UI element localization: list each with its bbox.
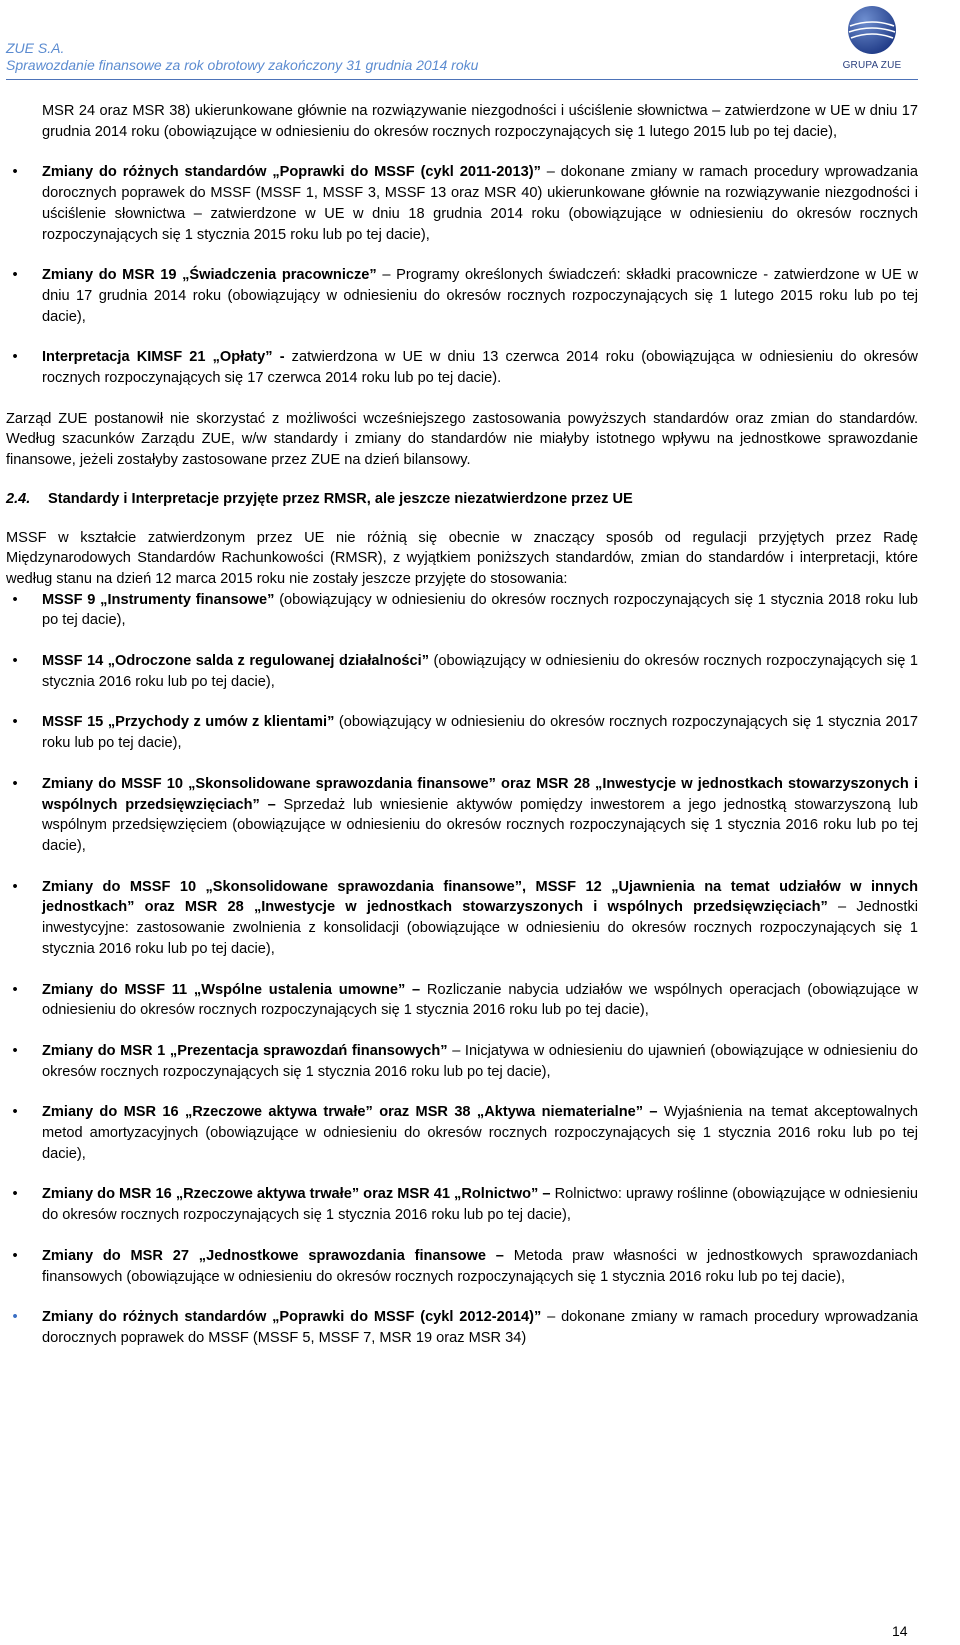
company-logo [832, 4, 912, 74]
list-item-text: – Inicjatywa w odniesieniu do ujawnień (obowiązujące w odniesieniu do okresów rocznych rozpoczynających się 1 stycznia 2016 roku lub po tej dacie), [42, 1042, 918, 1080]
section-number: 2.4. [6, 490, 31, 507]
page-header [0, 0, 960, 82]
list-item-text: (obowiązujący w odniesieniu do okresów rocznych rozpoczynających się 1 stycznia 2018 roku lub po tej dacie), [42, 591, 919, 629]
list-item [6, 651, 918, 692]
paragraph: Zarząd ZUE postanowił nie skorzystać z możliwości wcześniejszego zastosowania powyższych standardów oraz zmian do standardów. Według szacunków Zarządu ZUE, w/w standardy i zmiany do standardów nie miałyby istotnego wpływu na jednostkowe sprawozdanie finansowe, jeżeli zostałyby zastosowane przez ZUE na dzień bilansowy. [6, 410, 918, 469]
list-item-text: – dokonane zmiany w ramach procedury wprowadzania dorocznych poprawek do MSSF (MSSF 1, MSSF 3, MSSF 13 oraz MSR 40) ukierunkowane głównie na rozwiązywanie niezgodności i uściślenie słownictwa – zatwierdzone w UE w dniu 18 grudnia 2014 roku (obowiązujące w odniesieniu do okresów rocznych rozpoczynających się 1 stycznia 2015 roku lub po tej dacie), [42, 164, 918, 243]
paragraph: MSR 24 oraz MSR 38) ukierunkowane głównie na rozwiązywanie niezgodności i uściślenie słownictwa – zatwierdzone w UE w dniu 17 grudnia 2014 roku (obowiązujące w odniesieniu do okresów rocznych rozpoczynających się 1 lutego 2015 lub po tej dacie), [42, 103, 918, 140]
list-item-text: Metoda praw własności w jednostkowych sprawozdaniach finansowych (obowiązujące w odniesieniu do okresów rocznych rozpoczynających się 1 stycznia 2016 roku lub po tej dacie), [42, 1247, 918, 1285]
bullet-icon: • [12, 653, 18, 670]
list-item-title: Zmiany do MSR 16 „Rzeczowe aktywa trwałe” oraz MSR 41 „Rolnictwo” – [42, 1186, 551, 1203]
list-item [6, 980, 918, 1021]
list-item-text: Sprzedaż lub wniesienie aktywów pomiędzy inwestorem a jego jednostką stowarzyszoną lub wspólnym przedsięwzięciem (obowiązujące w odniesieniu do okresów rocznych rozpoczynających się 1 stycznia 2016 roku lub po tej dacie), [42, 796, 918, 854]
bullet-icon: • [12, 1247, 18, 1264]
list-item [6, 712, 918, 753]
bullet-icon: • [12, 1309, 18, 1326]
list-item [6, 774, 918, 857]
list-item [6, 347, 918, 388]
list-item [6, 1246, 918, 1287]
list-item-text: – dokonane zmiany w ramach procedury wprowadzania dorocznych poprawek do MSSF (MSSF 5, MSSF 7, MSR 19 oraz MSR 34) [42, 1309, 918, 1346]
bullet-icon: • [12, 1186, 18, 1203]
list-item-title: MSSF 14 „Odroczone salda z regulowanej działalności” [42, 653, 429, 670]
list-item-text: – Programy określonych świadczeń: składki pracownicze - zatwierdzone w UE w dniu 17 grudnia 2014 roku (obowiązujący w odniesieniu do okresów rocznych rozpoczynających się 1 lutego 2015 roku lub po tej dacie), [42, 267, 919, 325]
header-subtitle: Sprawozdanie finansowe za rok obrotowy zakończony 31 grudnia 2014 roku [6, 57, 479, 73]
list-item [6, 1102, 918, 1164]
list-item [6, 1184, 918, 1225]
list-item [6, 162, 918, 245]
list-item-title: Zmiany do MSSF 11 „Wspólne ustalenia umowne” – [42, 981, 421, 998]
list-item-title: Interpretacja KIMSF 21 „Opłaty” - [42, 349, 285, 366]
list-item [6, 1041, 918, 1082]
list-item-title: Zmiany do MSR 16 „Rzeczowe aktywa trwałe” oraz MSR 38 „Aktywa niematerialne” – [42, 1104, 658, 1121]
logo-text: GRUPA ZUE [842, 60, 902, 71]
header-company: ZUE S.A. [6, 40, 65, 56]
list-item [6, 877, 918, 960]
bullet-icon: • [12, 981, 18, 998]
list-item [6, 1307, 918, 1348]
bullet-icon: • [12, 775, 18, 792]
list-item-text: Rolnictwo: uprawy roślinne (obowiązujące w odniesieniu do okresów rocznych rozpoczynających się 1 stycznia 2016 roku lub po tej dacie), [42, 1186, 918, 1224]
list-item-text: (obowiązujący w odniesieniu do okresów rocznych rozpoczynających się 1 stycznia 2016 roku lub po tej dacie), [42, 653, 918, 690]
bullet-icon: • [12, 349, 18, 366]
list-item-title: Zmiany do różnych standardów „Poprawki do MSSF (cykl 2011-2013)” [42, 164, 541, 181]
list-item-title: Zmiany do MSR 19 „Świadczenia pracownicze” [42, 267, 377, 284]
bullet-icon: • [12, 164, 18, 181]
bullet-icon: • [12, 1042, 18, 1059]
bullet-icon: • [12, 878, 18, 895]
list-item-title: Zmiany do MSR 1 „Prezentacja sprawozdań finansowych” [42, 1042, 448, 1059]
page-number: 14 [892, 1623, 908, 1639]
list-item-title: Zmiany do MSSF 10 „Skonsolidowane sprawozdania finansowe” oraz MSR 28 „Inwestycje w jednostkach stowarzyszonych i wspólnych przedsięwzięciach” – [42, 775, 918, 813]
header-divider [6, 79, 918, 80]
bullet-icon: • [12, 1104, 18, 1121]
globe-icon [846, 4, 898, 56]
bullet-icon: • [12, 714, 18, 731]
bullet-icon: • [12, 267, 18, 284]
bullet-icon: • [12, 591, 18, 608]
list-item-text: – Jednostki inwestycyjne: zastosowanie zwolnienia z konsolidacji (obowiązujące w odniesieniu do okresów rocznych rozpoczynających się 1 stycznia 2016 roku lub po tej dacie), [42, 899, 918, 957]
section-title: Standardy i Interpretacje przyjęte przez RMSR, ale jeszcze niezatwierdzone przez UE [48, 490, 633, 507]
list-item-title: MSSF 9 „Instrumenty finansowe” [42, 591, 275, 608]
list-item-text: Wyjaśnienia na temat akceptowalnych metod amortyzacyjnych (obowiązujące w odniesieniu do okresów rocznych rozpoczynających się 1 stycznia 2016 roku lub po tej dacie), [42, 1104, 918, 1162]
list-item-text: zatwierdzona w UE w dniu 13 czerwca 2014 roku (obowiązująca w odniesieniu do okresów rocznych rozpoczynających się 17 czerwca 2014 roku lub po tej dacie). [42, 349, 918, 387]
list-item-text: (obowiązujący w odniesieniu do okresów rocznych rozpoczynających się 1 stycznia 2017 roku lub po tej dacie), [42, 714, 918, 752]
list-item [6, 265, 918, 327]
list-item [6, 590, 918, 631]
list-item-title: Zmiany do MSSF 10 „Skonsolidowane sprawozdania finansowe”, MSSF 12 „Ujawnienia na temat udziałów w innych jednostkach” oraz MSR 28 „Inwestycje w jednostkach stowarzyszonych i wspólnych przedsięwzięciach” [42, 878, 918, 916]
paragraph: MSSF w kształcie zatwierdzonym przez UE nie różnią się obecnie w znaczący sposób od regulacji przyjętych przez Radę Międzynarodowych Standardów Rachunkowości (RMSR), z wyjątkiem poniższych standardów, zmian do standardów i interpretacji, które według stanu na dzień 12 marca 2015 roku nie zostały jeszcze przyjęte do stosowania: [6, 529, 918, 587]
list-item-text: Rozliczanie nabycia udziałów we wspólnych operacjach (obowiązujące w odniesieniu do okresów rocznych rozpoczynających się 1 stycznia 2016 roku lub po tej dacie), [42, 981, 918, 1019]
list-item-title: Zmiany do MSR 27 „Jednostkowe sprawozdania finansowe – [42, 1247, 504, 1264]
list-item-title: Zmiany do różnych standardów „Poprawki do MSSF (cykl 2012-2014)” [42, 1309, 542, 1326]
list-item-title: MSSF 15 „Przychody z umów z klientami” [42, 714, 335, 731]
document-body [6, 101, 918, 1349]
section-heading [6, 489, 918, 510]
